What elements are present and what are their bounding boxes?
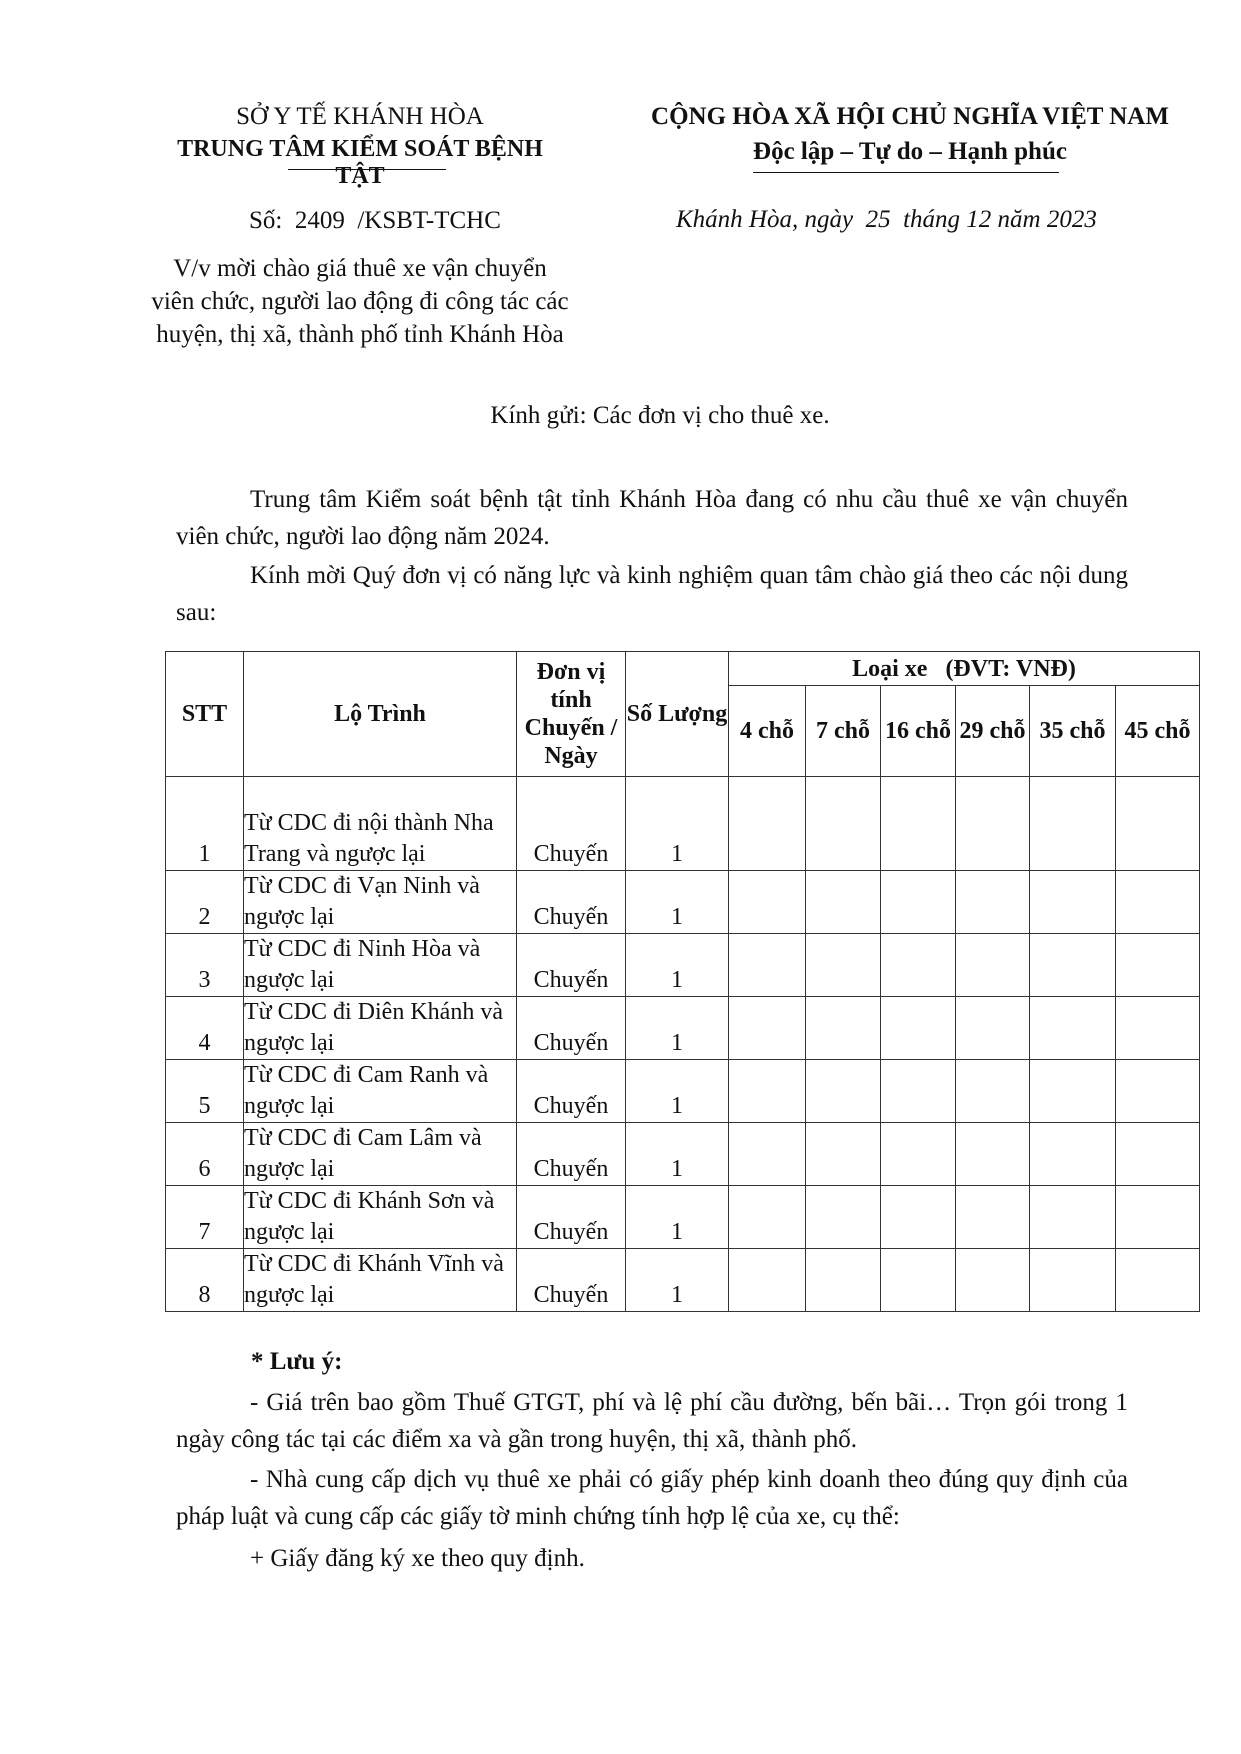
note-title: * Lưu ý: xyxy=(251,1348,343,1375)
price-cell xyxy=(881,1123,956,1186)
price-cell xyxy=(729,1060,806,1123)
row-unit: Chuyến xyxy=(517,1186,626,1249)
row-quantity: 1 xyxy=(626,777,729,871)
price-cell xyxy=(1116,777,1200,871)
price-cell xyxy=(729,1123,806,1186)
price-cell xyxy=(729,1249,806,1312)
table-row xyxy=(166,997,1200,1060)
row-unit: Chuyến xyxy=(517,1060,626,1123)
price-cell xyxy=(1116,1186,1200,1249)
note-1 xyxy=(176,1384,1128,1458)
intro-text-2: Kính mời Quý đơn vị có năng lực và kinh nghiệm quan tâm chào giá theo các nội dung sau: xyxy=(176,562,1128,626)
intro-text-1: Trung tâm Kiểm soát bệnh tật tỉnh Khánh Hòa đang có nhu cầu thuê xe vận chuyển viên chức, người lao động năm 2024. xyxy=(176,486,1128,550)
price-cell xyxy=(1030,1123,1116,1186)
note-2 xyxy=(176,1461,1128,1535)
header-stt: STT xyxy=(166,652,244,777)
price-cell xyxy=(1030,997,1116,1060)
price-cell xyxy=(806,1060,881,1123)
header-vehicle-45: 45 chỗ xyxy=(1116,686,1200,777)
price-cell xyxy=(956,1249,1030,1312)
price-cell xyxy=(729,777,806,871)
department-name: SỞ Y TẾ KHÁNH HÒA xyxy=(236,103,484,130)
table-row xyxy=(166,1249,1200,1312)
document-subject: V/v mời chào giá thuê xe vận chuyển viên chức, người lao động đi công tác các huyện, thị xã, thành phố tỉnh Khánh Hòa xyxy=(151,255,569,348)
price-cell xyxy=(956,997,1030,1060)
table-row xyxy=(166,871,1200,934)
row-stt: 1 xyxy=(166,777,244,871)
price-cell xyxy=(956,1123,1030,1186)
price-cell xyxy=(806,934,881,997)
intro-paragraph-2 xyxy=(176,557,1128,631)
price-cell xyxy=(881,1249,956,1312)
row-unit: Chuyến xyxy=(517,1123,626,1186)
row-unit: Chuyến xyxy=(517,871,626,934)
header-quantity: Số Lượng xyxy=(626,652,729,777)
price-cell xyxy=(729,1186,806,1249)
price-cell xyxy=(956,1060,1030,1123)
note-3-text: + Giấy đăng ký xe theo quy định. xyxy=(250,1545,585,1572)
header-vehicle-type: Loại xe (ĐVT: VNĐ) xyxy=(729,652,1200,686)
header-vehicle-4: 4 chỗ xyxy=(729,686,806,777)
org-underline xyxy=(288,169,446,170)
price-cell xyxy=(956,934,1030,997)
price-cell xyxy=(729,871,806,934)
price-cell xyxy=(806,777,881,871)
row-quantity: 1 xyxy=(626,1123,729,1186)
row-stt: 7 xyxy=(166,1186,244,1249)
price-cell xyxy=(956,1186,1030,1249)
header-vehicle-16: 16 chỗ xyxy=(881,686,956,777)
row-stt: 2 xyxy=(166,871,244,934)
price-cell xyxy=(881,777,956,871)
row-stt: 3 xyxy=(166,934,244,997)
row-quantity: 1 xyxy=(626,934,729,997)
national-motto: Độc lập – Tự do – Hạnh phúc xyxy=(753,138,1067,165)
header-unit: Đơn vị tính Chuyến / Ngày xyxy=(517,652,626,777)
row-unit: Chuyến xyxy=(517,997,626,1060)
row-route: Từ CDC đi Cam Lâm và ngược lại xyxy=(244,1123,517,1186)
row-unit: Chuyến xyxy=(517,777,626,871)
price-cell xyxy=(806,1249,881,1312)
row-stt: 6 xyxy=(166,1123,244,1186)
intro-paragraph-1 xyxy=(176,481,1128,555)
price-cell xyxy=(806,1123,881,1186)
price-cell xyxy=(1030,1249,1116,1312)
price-cell xyxy=(1116,1060,1200,1123)
header-route: Lộ Trình xyxy=(244,652,517,777)
price-cell xyxy=(881,997,956,1060)
row-stt: 5 xyxy=(166,1060,244,1123)
row-route: Từ CDC đi Vạn Ninh và ngược lại xyxy=(244,871,517,934)
price-cell xyxy=(806,1186,881,1249)
price-cell xyxy=(729,934,806,997)
price-cell xyxy=(1030,871,1116,934)
row-quantity: 1 xyxy=(626,1249,729,1312)
price-cell xyxy=(1030,934,1116,997)
price-cell xyxy=(729,997,806,1060)
price-cell xyxy=(1030,1060,1116,1123)
row-route: Từ CDC đi Khánh Vĩnh và ngược lại xyxy=(244,1249,517,1312)
price-cell xyxy=(881,1186,956,1249)
national-title: CỘNG HÒA XÃ HỘI CHỦ NGHĨA VIỆT NAM xyxy=(651,103,1169,130)
row-route: Từ CDC đi Diên Khánh và ngược lại xyxy=(244,997,517,1060)
row-route: Từ CDC đi Cam Ranh và ngược lại xyxy=(244,1060,517,1123)
note-2-text: - Nhà cung cấp dịch vụ thuê xe phải có giấy phép kinh doanh theo đúng quy định của pháp luật và cung cấp các giấy tờ minh chứng tính hợp lệ của xe, cụ thể: xyxy=(176,1466,1128,1530)
price-cell xyxy=(1030,1186,1116,1249)
price-cell xyxy=(1116,997,1200,1060)
table-row xyxy=(166,1186,1200,1249)
header-vehicle-7: 7 chỗ xyxy=(806,686,881,777)
row-route: Từ CDC đi Khánh Sơn và ngược lại xyxy=(244,1186,517,1249)
row-unit: Chuyến xyxy=(517,1249,626,1312)
price-cell xyxy=(881,1060,956,1123)
row-quantity: 1 xyxy=(626,1060,729,1123)
price-cell xyxy=(1116,1123,1200,1186)
price-cell xyxy=(1116,934,1200,997)
row-quantity: 1 xyxy=(626,1186,729,1249)
recipient-line: Kính gửi: Các đơn vị cho thuê xe. xyxy=(490,402,830,429)
price-cell xyxy=(1116,871,1200,934)
motto-underline xyxy=(753,172,1059,173)
header-vehicle-35: 35 chỗ xyxy=(1030,686,1116,777)
row-route: Từ CDC đi nội thành Nha Trang và ngược lại xyxy=(244,777,517,871)
price-cell xyxy=(1116,1249,1200,1312)
row-stt: 8 xyxy=(166,1249,244,1312)
row-stt: 4 xyxy=(166,997,244,1060)
table-row xyxy=(166,934,1200,997)
document-number: Số: 2409 /KSBT-TCHC xyxy=(249,207,501,234)
row-quantity: 1 xyxy=(626,871,729,934)
price-cell xyxy=(806,871,881,934)
price-cell xyxy=(881,934,956,997)
row-quantity: 1 xyxy=(626,997,729,1060)
price-cell xyxy=(1030,777,1116,871)
price-cell xyxy=(956,871,1030,934)
table-row xyxy=(166,1123,1200,1186)
price-cell xyxy=(956,777,1030,871)
row-route: Từ CDC đi Ninh Hòa và ngược lại xyxy=(244,934,517,997)
note-1-text: - Giá trên bao gồm Thuế GTGT, phí và lệ phí cầu đường, bến bãi… Trọn gói trong 1 ngày công tác tại các điểm xa và gần trong huyện, thị xã, thành phố. xyxy=(176,1389,1128,1453)
center-name: TRUNG TÂM KIỂM SOÁT BỆNH TẬT xyxy=(177,136,543,189)
note-3 xyxy=(176,1540,1128,1577)
table-row xyxy=(166,777,1200,871)
row-unit: Chuyến xyxy=(517,934,626,997)
price-cell xyxy=(881,871,956,934)
vehicle-rate-table xyxy=(165,651,1200,1312)
document-date: Khánh Hòa, ngày 25 tháng 12 năm 2023 xyxy=(676,206,1097,233)
header-vehicle-29: 29 chỗ xyxy=(956,686,1030,777)
table-row xyxy=(166,1060,1200,1123)
price-cell xyxy=(806,997,881,1060)
